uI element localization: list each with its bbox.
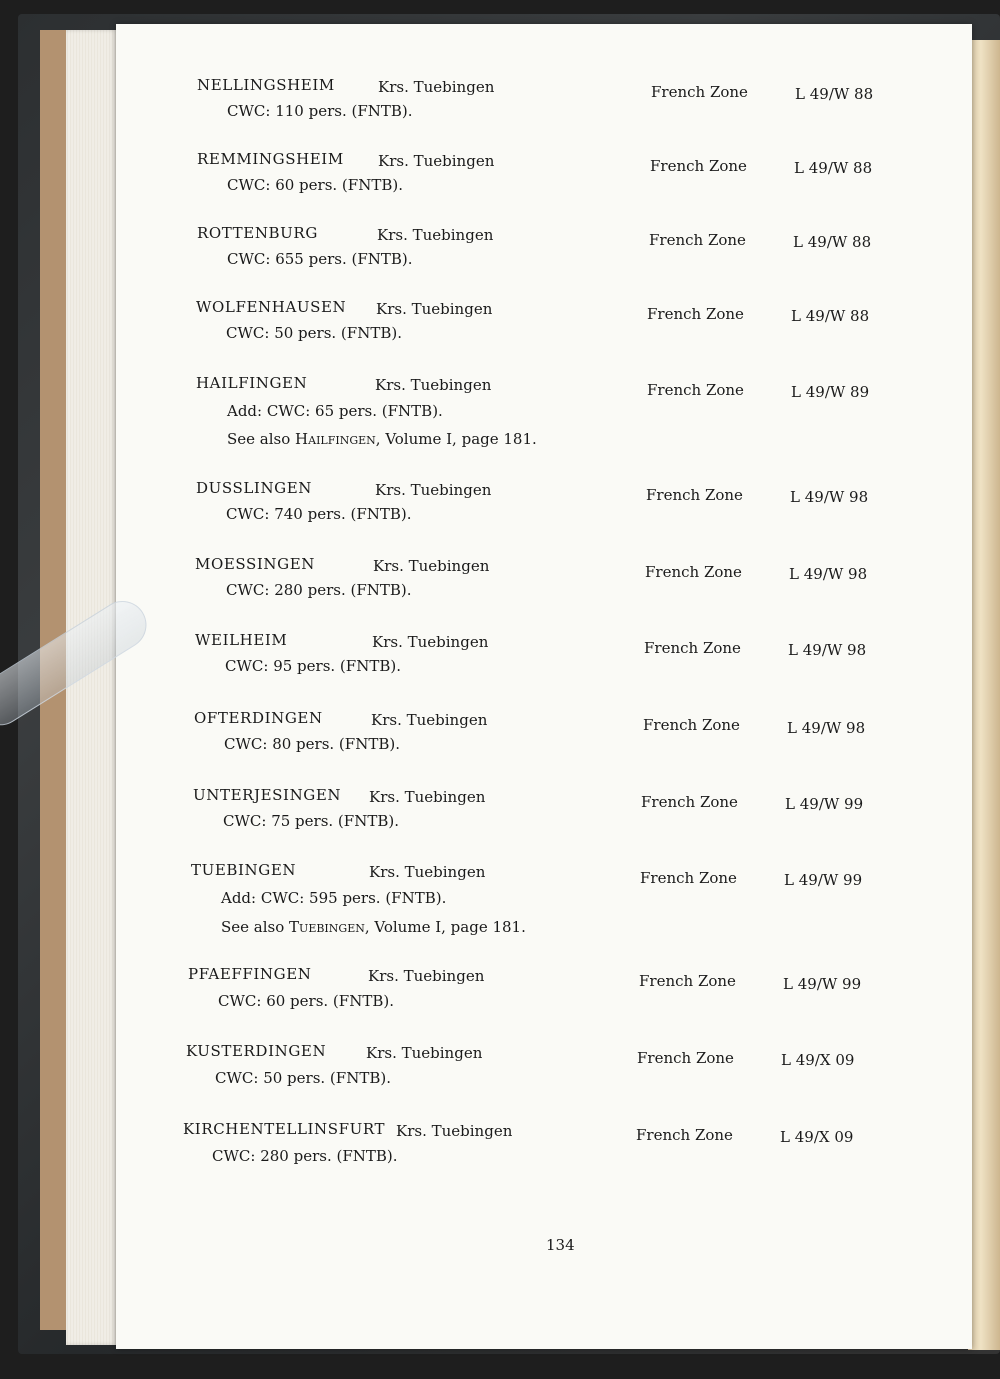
detail-line: Add: CWC: 595 pers. (FNTB). <box>221 889 447 907</box>
detail-line: CWC: 740 pers. (FNTB). <box>226 505 412 523</box>
detail-line: CWC: 655 pers. (FNTB). <box>227 250 413 268</box>
map-code: L 49/W 89 <box>791 383 870 401</box>
detail-line: Add: CWC: 65 pers. (FNTB). <box>227 402 443 420</box>
see-also-name: Tuebingen <box>289 918 365 936</box>
district: Krs. Tuebingen <box>371 711 488 729</box>
district: Krs. Tuebingen <box>372 633 489 651</box>
see-also-line <box>221 918 526 936</box>
place-name: WEILHEIM <box>195 631 288 649</box>
place-name: MOESSINGEN <box>195 555 316 573</box>
zone: French Zone <box>647 381 744 399</box>
district: Krs. Tuebingen <box>369 863 486 881</box>
see-also-line <box>227 430 537 448</box>
district: Krs. Tuebingen <box>368 967 485 985</box>
zone: French Zone <box>640 869 737 887</box>
map-code: L 49/W 88 <box>791 307 870 325</box>
district: Krs. Tuebingen <box>366 1044 483 1062</box>
district: Krs. Tuebingen <box>369 788 486 806</box>
see-also-name: Hailfingen <box>295 430 376 448</box>
district: Krs. Tuebingen <box>375 481 492 499</box>
detail-line: CWC: 280 pers. (FNTB). <box>212 1147 398 1165</box>
map-code: L 49/W 98 <box>788 641 867 659</box>
place-name: KIRCHENTELLINSFURT <box>183 1120 386 1138</box>
zone: French Zone <box>644 639 741 657</box>
place-name: DUSSLINGEN <box>196 479 313 497</box>
map-code: L 49/X 09 <box>780 1128 854 1146</box>
zone: French Zone <box>650 157 747 175</box>
map-code: L 49/W 99 <box>784 871 863 889</box>
page-edges <box>66 30 118 1345</box>
place-name: WOLFENHAUSEN <box>196 298 347 316</box>
detail-line: CWC: 95 pers. (FNTB). <box>225 657 401 675</box>
zone: French Zone <box>641 793 738 811</box>
place-name: HAILFINGEN <box>196 374 308 392</box>
detail-line: CWC: 60 pers. (FNTB). <box>227 176 403 194</box>
book-page <box>116 24 972 1349</box>
detail-line: CWC: 75 pers. (FNTB). <box>223 812 399 830</box>
detail-line: CWC: 280 pers. (FNTB). <box>226 581 412 599</box>
district: Krs. Tuebingen <box>373 557 490 575</box>
zone: French Zone <box>651 83 748 101</box>
detail-line: CWC: 110 pers. (FNTB). <box>227 102 413 120</box>
zone: French Zone <box>639 972 736 990</box>
map-code: L 49/W 88 <box>795 85 874 103</box>
place-name: ROTTENBURG <box>197 224 318 242</box>
place-name: NELLINGSHEIM <box>197 76 335 94</box>
map-code: L 49/W 98 <box>790 488 869 506</box>
map-code: L 49/W 99 <box>785 795 864 813</box>
page-number: 134 <box>546 1236 575 1254</box>
place-name: TUEBINGEN <box>191 861 297 879</box>
zone: French Zone <box>637 1049 734 1067</box>
place-name: REMMINGSHEIM <box>197 150 344 168</box>
place-name: OFTERDINGEN <box>194 709 323 727</box>
district: Krs. Tuebingen <box>378 152 495 170</box>
district: Krs. Tuebingen <box>375 376 492 394</box>
zone: French Zone <box>646 486 743 504</box>
detail-line: CWC: 50 pers. (FNTB). <box>226 324 402 342</box>
detail-line: CWC: 60 pers. (FNTB). <box>218 992 394 1010</box>
map-code: L 49/X 09 <box>781 1051 855 1069</box>
map-code: L 49/W 99 <box>783 975 862 993</box>
place-name: UNTERJESINGEN <box>193 786 342 804</box>
zone: French Zone <box>649 231 746 249</box>
map-code: L 49/W 88 <box>793 233 872 251</box>
zone: French Zone <box>645 563 742 581</box>
see-also-prefix: See also <box>221 918 290 936</box>
map-code: L 49/W 98 <box>789 565 868 583</box>
place-name: PFAEFFINGEN <box>188 965 312 983</box>
district: Krs. Tuebingen <box>377 226 494 244</box>
place-name: KUSTERDINGEN <box>186 1042 327 1060</box>
zone: French Zone <box>643 716 740 734</box>
see-also-prefix: See also <box>227 430 296 448</box>
detail-line: CWC: 50 pers. (FNTB). <box>215 1069 391 1087</box>
district: Krs. Tuebingen <box>376 300 493 318</box>
see-also-suffix: , Volume I, page 181. <box>364 918 526 936</box>
district: Krs. Tuebingen <box>378 78 495 96</box>
zone: French Zone <box>636 1126 733 1144</box>
see-also-suffix: , Volume I, page 181. <box>375 430 537 448</box>
district: Krs. Tuebingen <box>396 1122 513 1140</box>
map-code: L 49/W 88 <box>794 159 873 177</box>
detail-line: CWC: 80 pers. (FNTB). <box>224 735 400 753</box>
map-code: L 49/W 98 <box>787 719 866 737</box>
zone: French Zone <box>647 305 744 323</box>
facing-page-edge <box>968 40 1000 1350</box>
